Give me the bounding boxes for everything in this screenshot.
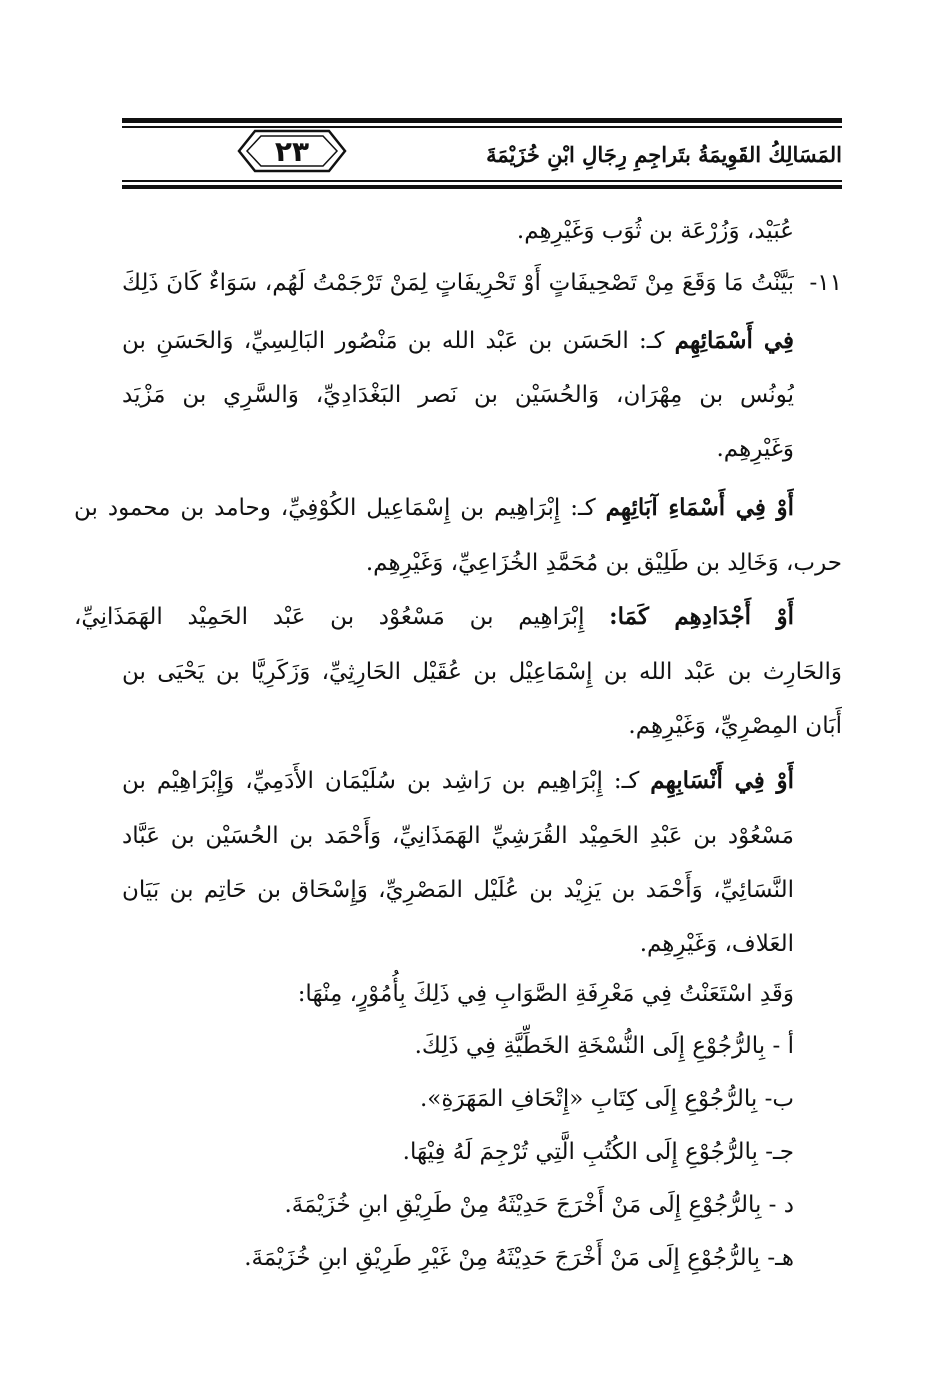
text-line-2: بَيَّنْتُ مَا وَقَعَ مِنْ تَصْحِيفَاتٍ أَوْ تَحْرِيفَاتٍ لِمَنْ تَرْجَمْتُ لَهُم، سَوَاءٌ كَانَ ذَلِكَ (122, 270, 794, 296)
text-line-14: العَلاف، وَغَيْرِهِم. (639, 931, 794, 957)
text-line-1: عُبَيْد، وَزُرْعَة بن ثُوَب وَغَيْرِهِم. (516, 218, 794, 244)
text-line-9: وَالحَارِث بن عَبْد الله بن إِسْمَاعِيْل بن عُقَيْل الحَارِثِيِّ، وَزَكَرِيَّا بن يَحْيَى بن (122, 659, 842, 685)
method-item-b: ب- بِالرُّجُوْعِ إِلَى كِتَابِ «إِتْحَافِ المَهَرَةِ». (419, 1086, 794, 1112)
text-line-8 (74, 589, 794, 645)
method-item-c: جـ- بِالرُّجُوْعِ إِلَى الكُتُبِ الَّتِي تُرْجِمَ لَهُ فِيْهَا. (402, 1139, 794, 1165)
method-item-a: أ - بِالرُّجُوْعِ إِلَى النُّسْخَةِ الخَطِّيَّةِ فِي ذَلِكَ. (414, 1033, 794, 1059)
running-title: المَسَالِكُ القَوِيمَةُ بتَراجِمِ رِجَالِ ابْنِ خُزَيْمَةَ (486, 142, 842, 167)
text-line-6-rest: كـ: إِبْرَاهِيم بن إِسْمَاعِيل الكُوْفِيِّ، وحامد بن محمود بن (74, 495, 606, 521)
page-number: ٢٣ (274, 134, 310, 168)
text-line-3-rest: كـ: الحَسَن بن عَبْد الله بن مَنْصُور البَالِسِيِّ، وَالحَسَنِ بن (122, 328, 675, 354)
list-number-11: ١١- (809, 270, 842, 296)
text-line-3 (122, 313, 794, 369)
text-line-13: النَّسَائِيِّ، وَأَحْمَد بن يَزِيْد بن عُلَيْل المَصْرِيِّ، وَإِسْحَاق بن حَاتِم بن بَيَان (122, 877, 794, 903)
text-line-4: يُونُس بن مِهْرَان، وَالحُسَيْن بن نَصر البَغْدَادِيِّ، وَالسَّرِي بن مَزْيَد (122, 382, 794, 408)
header-bottom-rule-thin (122, 180, 842, 182)
text-line-8-rest: إِبْرَاهِيم بن مَسْعُوْد بن عَبْد الحَمِيْد الهَمَذَانِيِّ، (74, 604, 610, 630)
method-item-d: د - بِالرُّجُوْعِ إِلَى مَنْ أَخْرَجَ حَدِيْثَهُ مِنْ طَرِيْقِ ابنِ خُزَيْمَةَ. (284, 1192, 794, 1218)
text-line-12: مَسْعُوْد بن عَبْدِ الحَمِيْد القُرَشِيِّ الهَمَذَانِيِّ، وَأَحْمَد بن الحُسَيْن بن عَبَّاد (122, 823, 794, 849)
text-line-10: أَبَان المِصْرِيِّ، وَغَيْرِهِم. (628, 713, 842, 739)
text-line-7: حرب، وَخَالِد بن طَلِيْق بن مُحَمَّدِ الخُزَاعِيِّ، وَغَيْرِهِم. (365, 550, 842, 576)
lead-in-lineages: أَوْ فِي أَنْسَابِهِم (650, 767, 794, 794)
text-line-5: وَغَيْرِهِم. (716, 436, 794, 462)
lead-in-fathers: أَوْ فِي أَسْمَاءِ آبَائِهِم (605, 494, 794, 521)
text-line-11-rest: كـ: إِبْرَاهِيم بن رَاشِد بن سُلَيْمَان الأَدَمِيِّ، وَإِبْرَاهِيْم بن (122, 768, 651, 794)
text-line-15: وَقَدِ اسْتَعَنْتُ فِي مَعْرِفَةِ الصَّوَابِ فِي ذَلِكَ بِأُمُوْرٍ، مِنْهَا: (297, 981, 794, 1007)
lead-in-names: فِي أَسْمَائِهِم (674, 327, 794, 354)
text-line-11 (122, 753, 794, 809)
lead-in-grandfathers: أَوْ أَجْدَادِهِم كَمَا: (609, 603, 794, 630)
header-bottom-rule-thick (122, 185, 842, 189)
text-line-6 (74, 480, 794, 536)
method-item-e: هـ- بِالرُّجُوْعِ إِلَى مَنْ أَخْرَجَ حَدِيْثَهُ مِنْ غَيْرِ طَرِيْقِ ابنِ خُزَيْمَةَ. (244, 1245, 794, 1271)
